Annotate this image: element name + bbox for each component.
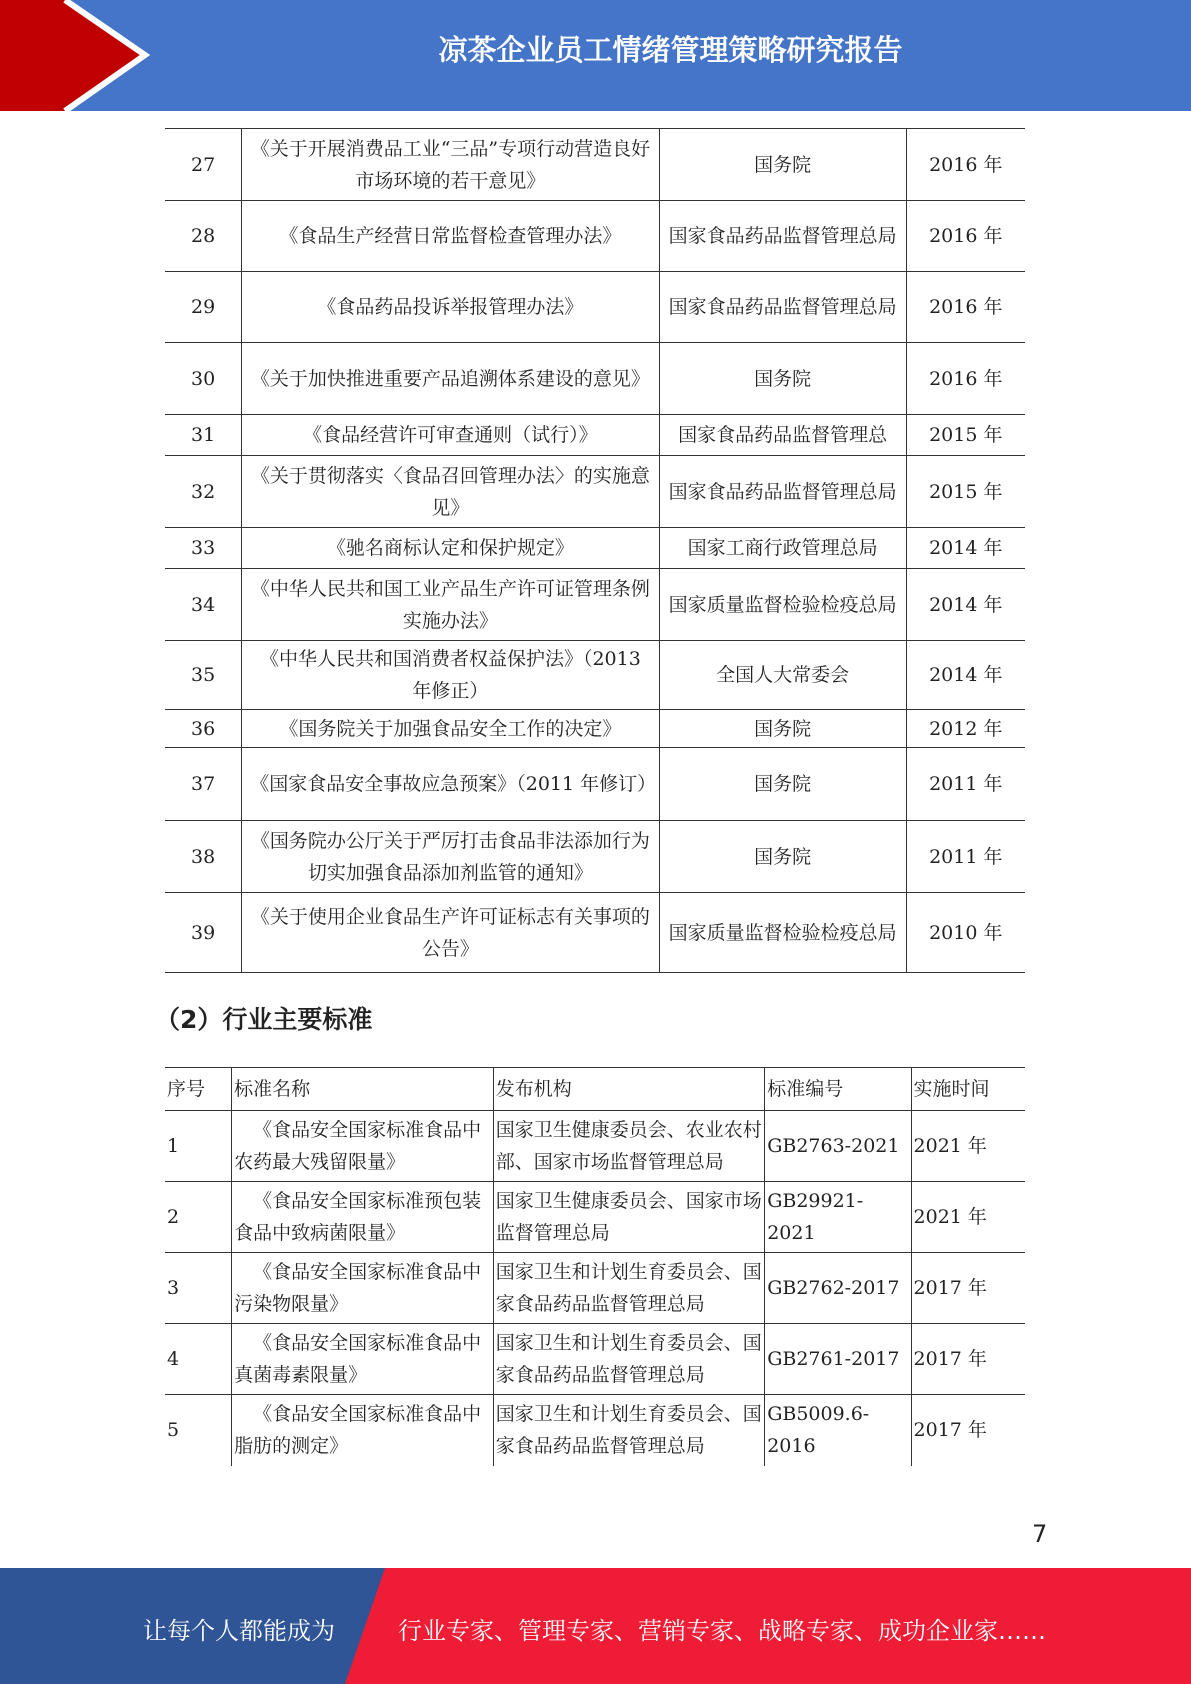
document-name: 《中华人民共和国工业产品生产许可证管理条例实施办法》 bbox=[242, 569, 659, 641]
page-header bbox=[0, 0, 1191, 111]
table-row bbox=[165, 1395, 1025, 1466]
row-number: 4 bbox=[165, 1324, 232, 1395]
table-row bbox=[165, 1324, 1025, 1395]
table-row bbox=[165, 415, 1025, 456]
footer-slogan-left: 让每个人都能成为 bbox=[143, 1617, 335, 1645]
year: 2010 年 bbox=[906, 893, 1025, 973]
document-name: 《关于开展消费品工业“三品”专项行动营造良好市场环境的若干意见》 bbox=[242, 129, 659, 201]
table-row bbox=[165, 893, 1025, 973]
row-number: 27 bbox=[165, 129, 242, 201]
issuing-authority: 国家卫生和计划生育委员会、国家食品药品监督管理总局 bbox=[493, 1253, 764, 1324]
standard-code: GB5009.6-2016 bbox=[765, 1395, 911, 1466]
document-name: 《食品药品投诉举报管理办法》 bbox=[242, 272, 659, 343]
issuing-authority: 全国人大常委会 bbox=[659, 641, 906, 710]
document-name: 《食品生产经营日常监督检查管理办法》 bbox=[242, 201, 659, 272]
row-number: 2 bbox=[165, 1182, 232, 1253]
row-number: 32 bbox=[165, 456, 242, 528]
issuing-authority: 国家食品药品监督管理总局 bbox=[659, 456, 906, 528]
effective-year: 2021 年 bbox=[911, 1182, 1025, 1253]
standard-code: GB2762-2017 bbox=[765, 1253, 911, 1324]
report-title: 凉茶企业员工情绪管理策略研究报告 bbox=[438, 33, 903, 67]
table-row bbox=[165, 1182, 1025, 1253]
issuing-authority: 国家食品药品监督管理总局 bbox=[659, 272, 906, 343]
column-header: 实施时间 bbox=[911, 1068, 1025, 1111]
standard-code: GB2763-2021 bbox=[765, 1111, 911, 1182]
row-number: 30 bbox=[165, 343, 242, 415]
year: 2011 年 bbox=[906, 748, 1025, 821]
standard-name: 《食品安全国家标准食品中污染物限量》 bbox=[232, 1253, 494, 1324]
row-number: 3 bbox=[165, 1253, 232, 1324]
issuing-authority: 国务院 bbox=[659, 821, 906, 893]
row-number: 35 bbox=[165, 641, 242, 710]
table-row bbox=[165, 821, 1025, 893]
row-number: 37 bbox=[165, 748, 242, 821]
table-row bbox=[165, 343, 1025, 415]
effective-year: 2017 年 bbox=[911, 1324, 1025, 1395]
table-row bbox=[165, 1111, 1025, 1182]
table-row bbox=[165, 569, 1025, 641]
row-number: 5 bbox=[165, 1395, 232, 1466]
table-header-row bbox=[165, 1068, 1025, 1111]
issuing-authority: 国务院 bbox=[659, 343, 906, 415]
table-row bbox=[165, 641, 1025, 710]
column-header: 发布机构 bbox=[493, 1068, 764, 1111]
issuing-authority: 国务院 bbox=[659, 129, 906, 201]
year: 2012 年 bbox=[906, 710, 1025, 748]
issuing-authority: 国家卫生健康委员会、农业农村部、国家市场监督管理总局 bbox=[493, 1111, 764, 1182]
year: 2016 年 bbox=[906, 201, 1025, 272]
year: 2015 年 bbox=[906, 415, 1025, 456]
standard-name: 《食品安全国家标准食品中农药最大残留限量》 bbox=[232, 1111, 494, 1182]
effective-year: 2021 年 bbox=[911, 1111, 1025, 1182]
table-row bbox=[165, 456, 1025, 528]
year: 2011 年 bbox=[906, 821, 1025, 893]
year: 2014 年 bbox=[906, 641, 1025, 710]
issuing-authority: 国务院 bbox=[659, 710, 906, 748]
row-number: 1 bbox=[165, 1111, 232, 1182]
column-header: 标准名称 bbox=[232, 1068, 494, 1111]
regulations-table bbox=[165, 128, 1025, 973]
standard-code: GB29921-2021 bbox=[765, 1182, 911, 1253]
row-number: 36 bbox=[165, 710, 242, 748]
footer-slogan-right: 行业专家、管理专家、营销专家、战略专家、成功企业家…… bbox=[398, 1617, 1046, 1645]
page-footer bbox=[0, 1568, 1191, 1684]
issuing-authority: 国家卫生和计划生育委员会、国家食品药品监督管理总局 bbox=[493, 1395, 764, 1466]
issuing-authority: 国家卫生和计划生育委员会、国家食品药品监督管理总局 bbox=[493, 1324, 764, 1395]
effective-year: 2017 年 bbox=[911, 1395, 1025, 1466]
row-number: 39 bbox=[165, 893, 242, 973]
year: 2016 年 bbox=[906, 343, 1025, 415]
table-row bbox=[165, 528, 1025, 569]
issuing-authority: 国家质量监督检验检疫总局 bbox=[659, 569, 906, 641]
year: 2015 年 bbox=[906, 456, 1025, 528]
year: 2014 年 bbox=[906, 528, 1025, 569]
document-name: 《驰名商标认定和保护规定》 bbox=[242, 528, 659, 569]
year: 2016 年 bbox=[906, 272, 1025, 343]
row-number: 34 bbox=[165, 569, 242, 641]
row-number: 31 bbox=[165, 415, 242, 456]
row-number: 38 bbox=[165, 821, 242, 893]
table-row bbox=[165, 129, 1025, 201]
document-name: 《关于加快推进重要产品追溯体系建设的意见》 bbox=[242, 343, 659, 415]
document-name: 《国务院关于加强食品安全工作的决定》 bbox=[242, 710, 659, 748]
standard-name: 《食品安全国家标准食品中脂肪的测定》 bbox=[232, 1395, 494, 1466]
standard-name: 《食品安全国家标准预包装食品中致病菌限量》 bbox=[232, 1182, 494, 1253]
effective-year: 2017 年 bbox=[911, 1253, 1025, 1324]
standard-code: GB2761-2017 bbox=[765, 1324, 911, 1395]
table-row bbox=[165, 710, 1025, 748]
standards-table bbox=[165, 1067, 1025, 1466]
issuing-authority: 国务院 bbox=[659, 748, 906, 821]
document-name: 《食品经营许可审查通则（试行）》 bbox=[242, 415, 659, 456]
table-row bbox=[165, 272, 1025, 343]
issuing-authority: 国家工商行政管理总局 bbox=[659, 528, 906, 569]
row-number: 29 bbox=[165, 272, 242, 343]
issuing-authority: 国家质量监督检验检疫总局 bbox=[659, 893, 906, 973]
page-number: 7 bbox=[1032, 1520, 1048, 1548]
column-header: 序号 bbox=[165, 1068, 232, 1111]
issuing-authority: 国家卫生健康委员会、国家市场监督管理总局 bbox=[493, 1182, 764, 1253]
row-number: 28 bbox=[165, 201, 242, 272]
document-name: 《关于贯彻落实〈食品召回管理办法〉的实施意见》 bbox=[242, 456, 659, 528]
table-row bbox=[165, 748, 1025, 821]
column-header: 标准编号 bbox=[765, 1068, 911, 1111]
row-number: 33 bbox=[165, 528, 242, 569]
table-row bbox=[165, 1253, 1025, 1324]
document-name: 《关于使用企业食品生产许可证标志有关事项的公告》 bbox=[242, 893, 659, 973]
year: 2016 年 bbox=[906, 129, 1025, 201]
document-name: 《中华人民共和国消费者权益保护法》（2013 年修正） bbox=[242, 641, 659, 710]
document-name: 《国务院办公厅关于严厉打击食品非法添加行为切实加强食品添加剂监管的通知》 bbox=[242, 821, 659, 893]
table-row bbox=[165, 201, 1025, 272]
document-name: 《国家食品安全事故应急预案》（2011 年修订） bbox=[242, 748, 659, 821]
year: 2014 年 bbox=[906, 569, 1025, 641]
header-arrow-decoration bbox=[0, 0, 160, 111]
issuing-authority: 国家食品药品监督管理总局 bbox=[659, 201, 906, 272]
issuing-authority: 国家食品药品监督管理总 bbox=[659, 415, 906, 456]
standard-name: 《食品安全国家标准食品中真菌毒素限量》 bbox=[232, 1324, 494, 1395]
section-heading: （2）行业主要标准 bbox=[155, 1005, 373, 1034]
